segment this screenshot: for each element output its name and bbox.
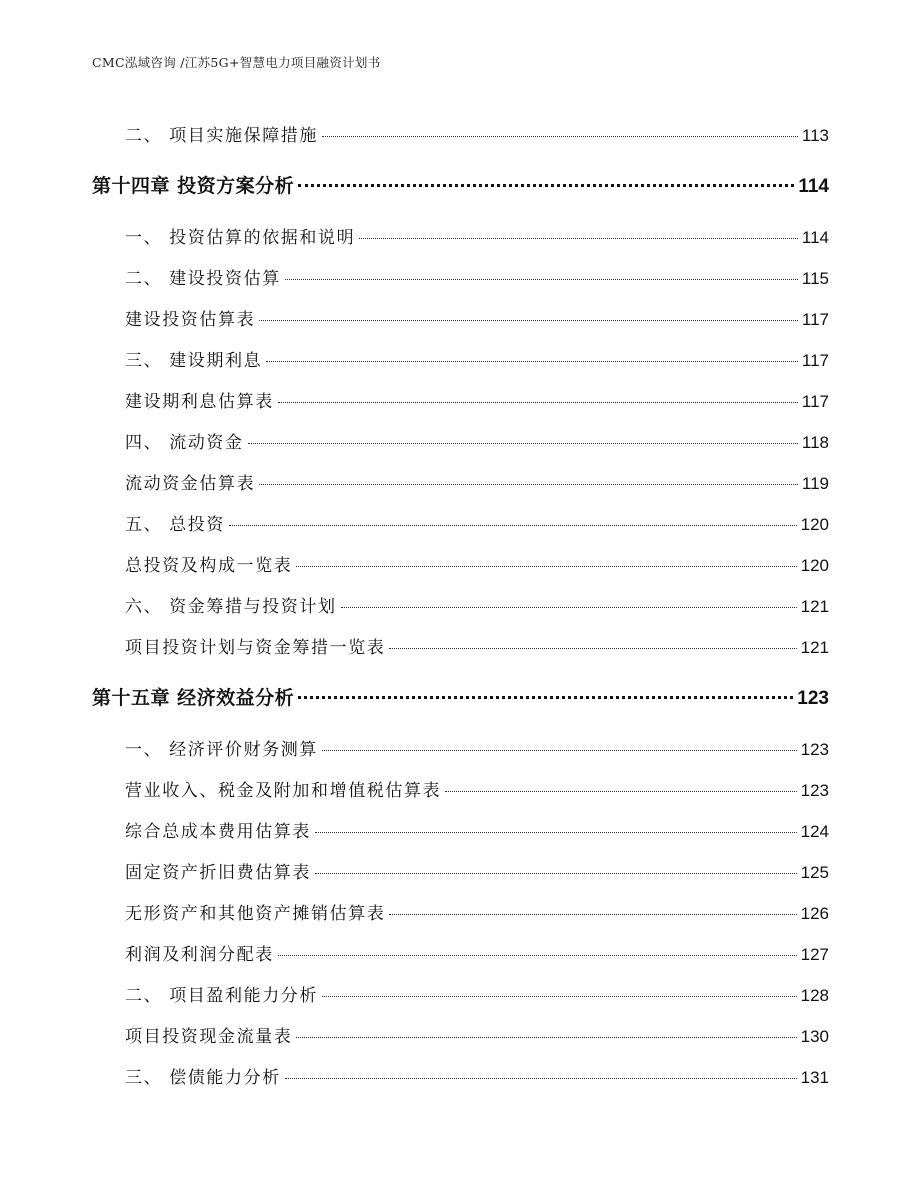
toc-entry-title: 总投资及构成一览表 xyxy=(125,556,293,576)
toc-entry-title: 利润及利润分配表 xyxy=(125,945,274,965)
toc-page-number: 130 xyxy=(800,1027,829,1046)
toc-dot-leader xyxy=(315,832,797,833)
toc-entry-title: 固定资产折旧费估算表 xyxy=(125,863,311,883)
toc-section-entry xyxy=(125,636,829,660)
toc-section-entry xyxy=(125,820,829,844)
toc-section-entry xyxy=(125,861,829,885)
toc-page-number: 115 xyxy=(801,269,829,288)
toc-chapter-entry xyxy=(92,684,829,712)
toc-page-number: 113 xyxy=(801,126,829,145)
toc-section-entry xyxy=(125,738,829,762)
toc-page-number: 121 xyxy=(800,638,829,657)
toc-section-entry xyxy=(125,943,829,967)
toc-page-number: 123 xyxy=(800,781,829,800)
toc-dot-leader xyxy=(389,914,796,915)
toc-page-number: 117 xyxy=(801,392,829,411)
toc-section-entry xyxy=(125,226,829,250)
toc-entry-title: 第十四章 投资方案分析 xyxy=(92,175,295,197)
toc-dot-leader xyxy=(285,279,798,280)
toc-dot-leader xyxy=(445,791,796,792)
toc-dot-leader xyxy=(389,648,796,649)
toc-entry-title: 二、 项目实施保障措施 xyxy=(125,126,319,146)
toc-dot-leader xyxy=(285,1078,797,1079)
toc-entry-title: 综合总成本费用估算表 xyxy=(125,822,311,842)
toc-entry-title: 三、 偿债能力分析 xyxy=(125,1068,281,1088)
toc-entry-title: 项目投资现金流量表 xyxy=(125,1027,293,1047)
toc-page-number: 123 xyxy=(797,688,829,709)
toc-section-entry xyxy=(125,390,829,414)
toc-page-number: 128 xyxy=(800,986,829,1005)
toc-dot-leader xyxy=(322,136,798,137)
toc-section-entry xyxy=(125,1025,829,1049)
toc-entry-title: 营业收入、税金及附加和增值税估算表 xyxy=(125,781,442,801)
toc-entry-title: 建设投资估算表 xyxy=(125,310,256,330)
toc-section-entry xyxy=(125,984,829,1008)
toc-entry-title: 四、 流动资金 xyxy=(125,433,244,453)
toc-dot-leader xyxy=(266,361,798,362)
toc-section-entry xyxy=(125,267,829,291)
toc-page-number: 121 xyxy=(800,597,829,616)
toc-page-number: 117 xyxy=(801,351,829,370)
toc-page-number: 123 xyxy=(800,740,829,759)
toc-page-number: 114 xyxy=(798,176,829,197)
toc-entry-title: 二、 项目盈利能力分析 xyxy=(125,986,319,1006)
toc-entry-title: 五、 总投资 xyxy=(125,515,226,535)
toc-dot-leader xyxy=(259,484,798,485)
toc-dot-leader xyxy=(298,696,793,699)
toc-dot-leader xyxy=(296,1037,796,1038)
toc-section-entry xyxy=(125,554,829,578)
toc-section-entry xyxy=(125,349,829,373)
toc-section-entry xyxy=(125,431,829,455)
toc-dot-leader xyxy=(248,443,798,444)
toc-dot-leader xyxy=(359,238,798,239)
toc-page-number: 119 xyxy=(801,474,829,493)
toc-entry-title: 二、 建设投资估算 xyxy=(125,269,281,289)
toc-page-number: 120 xyxy=(800,556,829,575)
toc-dot-leader xyxy=(259,320,798,321)
toc-page-number: 126 xyxy=(800,904,829,923)
running-header: CMC泓域咨询 /江苏5G+智慧电力项目融资计划书 xyxy=(92,55,381,70)
toc-page-number: 124 xyxy=(800,822,829,841)
toc-dot-leader xyxy=(298,184,794,187)
toc-page-number: 120 xyxy=(800,515,829,534)
table-of-contents xyxy=(92,0,829,1191)
toc-entry-title: 一、 经济评价财务测算 xyxy=(125,740,319,760)
toc-page-number: 117 xyxy=(801,310,829,329)
toc-dot-leader xyxy=(341,607,797,608)
toc-page-number: 127 xyxy=(800,945,829,964)
toc-dot-leader xyxy=(322,996,797,997)
toc-entry-title: 一、 投资估算的依据和说明 xyxy=(125,228,356,248)
toc-page-number: 114 xyxy=(801,228,829,247)
toc-section-entry xyxy=(125,595,829,619)
toc-section-entry xyxy=(125,1066,829,1090)
toc-entry-title: 三、 建设期利息 xyxy=(125,351,263,371)
toc-dot-leader xyxy=(296,566,796,567)
toc-section-entry xyxy=(125,513,829,537)
toc-entry-title: 流动资金估算表 xyxy=(125,474,256,494)
toc-dot-leader xyxy=(229,525,797,526)
toc-page-number: 118 xyxy=(801,433,829,452)
toc-page-number: 131 xyxy=(800,1068,829,1087)
toc-entry-title: 建设期利息估算表 xyxy=(125,392,274,412)
toc-section-entry xyxy=(125,124,829,148)
toc-section-entry xyxy=(125,779,829,803)
toc-dot-leader xyxy=(315,873,797,874)
toc-dot-leader xyxy=(278,402,798,403)
toc-entry-title: 无形资产和其他资产摊销估算表 xyxy=(125,904,386,924)
toc-dot-leader xyxy=(322,750,797,751)
toc-entry-title: 项目投资计划与资金筹措一览表 xyxy=(125,638,386,658)
toc-dot-leader xyxy=(278,955,797,956)
toc-section-entry xyxy=(125,902,829,926)
toc-page-number: 125 xyxy=(800,863,829,882)
toc-entry-title: 第十五章 经济效益分析 xyxy=(92,687,295,709)
toc-chapter-entry xyxy=(92,172,829,200)
toc-section-entry xyxy=(125,472,829,496)
toc-section-entry xyxy=(125,308,829,332)
toc-entry-title: 六、 资金筹措与投资计划 xyxy=(125,597,337,617)
